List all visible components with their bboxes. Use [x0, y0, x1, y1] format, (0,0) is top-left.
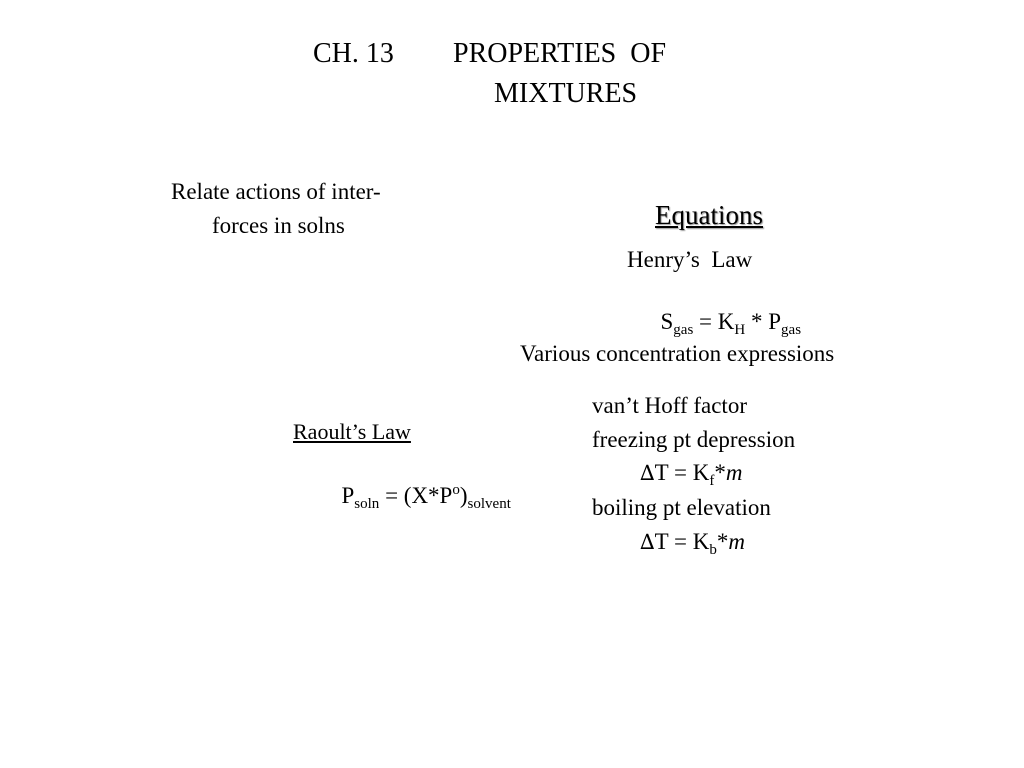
intro-text-line2: forces in solns: [212, 213, 345, 238]
slide-title-line2: MIXTURES: [494, 78, 638, 109]
boiling-pt-equation: [640, 528, 745, 556]
raoults-law-heading: Raoult’s Law: [293, 419, 411, 444]
slide-title-line1: PROPERTIES OF: [453, 38, 667, 69]
raoult-eq-p: P: [341, 483, 355, 508]
freezing-eq-star: *: [714, 460, 726, 485]
concentration-expressions: Various concentration expressions: [520, 341, 835, 366]
delta-symbol-icon: ∆: [640, 530, 655, 554]
slide-title-chapter: CH. 13: [313, 38, 394, 69]
raoult-eq-sub-soln: soln: [354, 496, 380, 512]
equations-heading: Equations: [655, 200, 763, 230]
freezing-eq-m: m: [725, 460, 743, 485]
raoults-law-equation: [330, 454, 511, 510]
freezing-eq-t: T = K: [654, 460, 710, 485]
freezing-pt-label: freezing pt depression: [592, 427, 796, 452]
boiling-eq-t: T = K: [654, 529, 710, 554]
intro-text-line1: Relate actions of inter-: [171, 179, 381, 204]
freezing-pt-equation: [640, 459, 743, 487]
henry-eq-equals-k: = K: [693, 309, 735, 334]
raoult-eq-sub-solvent: solvent: [467, 496, 511, 512]
raoult-eq-close: ): [459, 483, 468, 508]
henry-eq-s: S: [660, 309, 674, 334]
henrys-law-label: Henry’s Law: [627, 247, 753, 272]
henry-eq-times-p: * P: [745, 309, 782, 334]
henry-eq-sub-gas2: gas: [781, 322, 802, 338]
boiling-eq-sub-b: b: [709, 542, 717, 558]
raoult-eq-sup-o: o: [452, 482, 460, 498]
vant-hoff-factor: van’t Hoff factor: [592, 393, 747, 418]
boiling-eq-star: *: [716, 529, 729, 554]
henrys-law-equation: [649, 280, 801, 336]
freezing-eq-sub-f: f: [709, 473, 715, 489]
boiling-eq-m: m: [728, 529, 746, 554]
raoult-eq-mid: = (X*P: [379, 483, 453, 508]
boiling-pt-label: boiling pt elevation: [592, 495, 771, 520]
delta-symbol-icon: ∆: [640, 461, 655, 485]
henry-eq-sub-gas: gas: [673, 322, 694, 338]
henry-eq-sub-h: H: [734, 322, 746, 338]
